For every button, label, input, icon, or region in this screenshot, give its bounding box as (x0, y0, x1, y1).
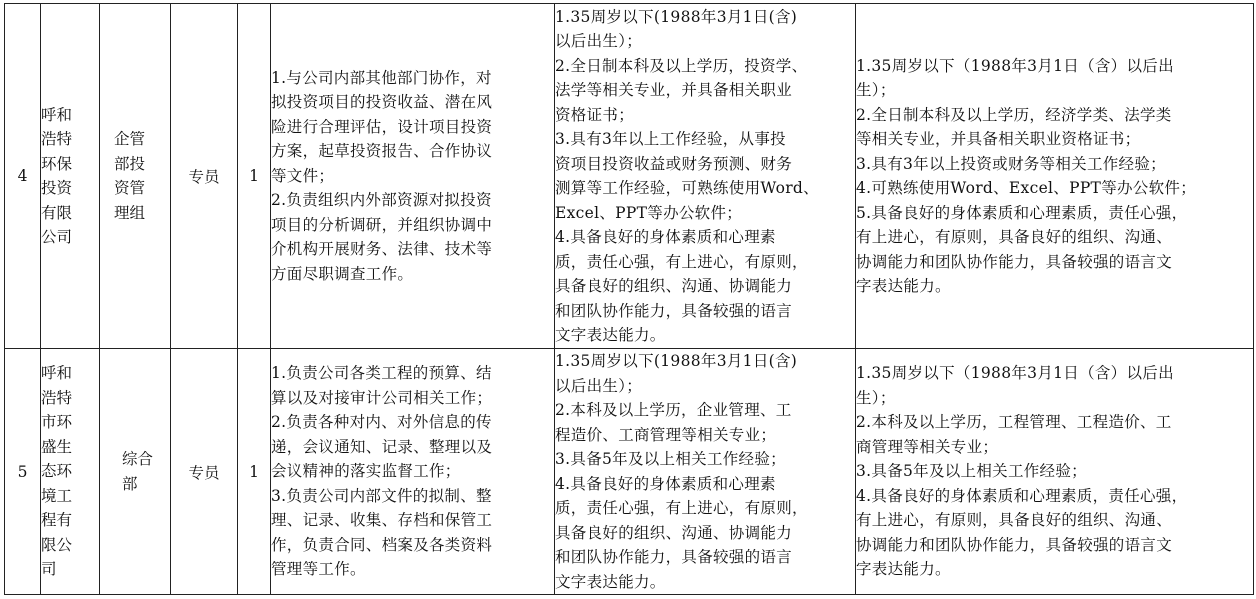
table-row (5, 349, 1254, 595)
company-name: 呼和 浩特 市环 盛生 态环 境工 程有 限公 司 (41, 349, 100, 595)
job-duties: 1.与公司内部其他部门协作，对 拟投资项目的投资收益、潜在风 险进行合理评估，设计项目投资 方案，起草投资报告、合作协议 等文件； 2.负责组织内外部资源对拟投资 项目的分析调研，并组织协调中 介机构开展财务、法律、技术等 方面尽职调查工作。 (271, 4, 555, 349)
headcount: 1 (238, 4, 271, 349)
position-title: 专员 (171, 349, 238, 595)
requirements-detail: 1.35周岁以下（1988年3月1日（含）以后出 生）； 2.全日制本科及以上学历，经济学类、法学类 等相关专业，并具备相关职业资格证书； 3.具有3年以上投资或财务等相关工作经验； 4.可熟练使用Word、Excel、PPT等办公软件； 5.具备良好的身体素质和心理素质，责任心强， 有上进心，有原则，具备良好的组织、沟通、 协调能力和团队协作能力，具备较强的语言文 字表达能力。 (856, 4, 1254, 349)
position-title: 专员 (171, 4, 238, 349)
department-name: 综合 部 (100, 349, 171, 595)
job-duties: 1.负责公司各类工程的预算、结 算以及对接审计公司相关工作； 2.负责各种对内、对外信息的传 递，会议通知、记录、整理以及 会议精神的落实监督工作； 3.负责公司内部文件的拟制、整 理、记录、收集、存档和保管工 作，负责合同、档案及各类资料 管理等工作。 (271, 349, 555, 595)
requirements-detail: 1.35周岁以下（1988年3月1日（含）以后出 生）； 2.本科及以上学历，工程管理、工程造价、工 商管理等相关专业； 3.具备5年及以上相关工作经验； 4.具备良好的身体素质和心理素质，责任心强， 有上进心，有原则，具备良好的组织、沟通、 协调能力和团队协作能力，具备较强的语言文 字表达能力。 (856, 349, 1254, 595)
headcount: 1 (238, 349, 271, 595)
row-index: 5 (5, 349, 41, 595)
job-requirements-table (4, 3, 1254, 595)
requirements-basic: 1.35周岁以下(1988年3月1日(含) 以后出生）； 2.全日制本科及以上学历，投资学、 法学等相关专业，并具备相关职业 资格证书； 3.具有3年以上工作经验，从事投 资项目投资收益或财务预测、财务 测算等工作经验，可熟练使用Word、 Excel、PPT等办公软件； 4.具备良好的身体素质和心理素 质，责任心强，有上进心，有原则， 具备良好的组织、沟通、协调能力 和团队协作能力，具备较强的语言 文字表达能力。 (555, 4, 856, 349)
table-row (5, 4, 1254, 349)
row-index: 4 (5, 4, 41, 349)
company-name: 呼和 浩特 环保 投资 有限 公司 (41, 4, 100, 349)
department-name: 企管 部投 资管 理组 (100, 4, 171, 349)
requirements-basic: 1.35周岁以下(1988年3月1日(含) 以后出生）； 2.本科及以上学历，企业管理、工 程造价、工商管理等相关专业； 3.具备5年及以上相关工作经验； 4.具备良好的身体素质和心理素 质，责任心强，有上进心，有原则， 具备良好的组织、沟通、协调能力 和团队协作能力，具备较强的语言 文字表达能力。 (555, 349, 856, 595)
